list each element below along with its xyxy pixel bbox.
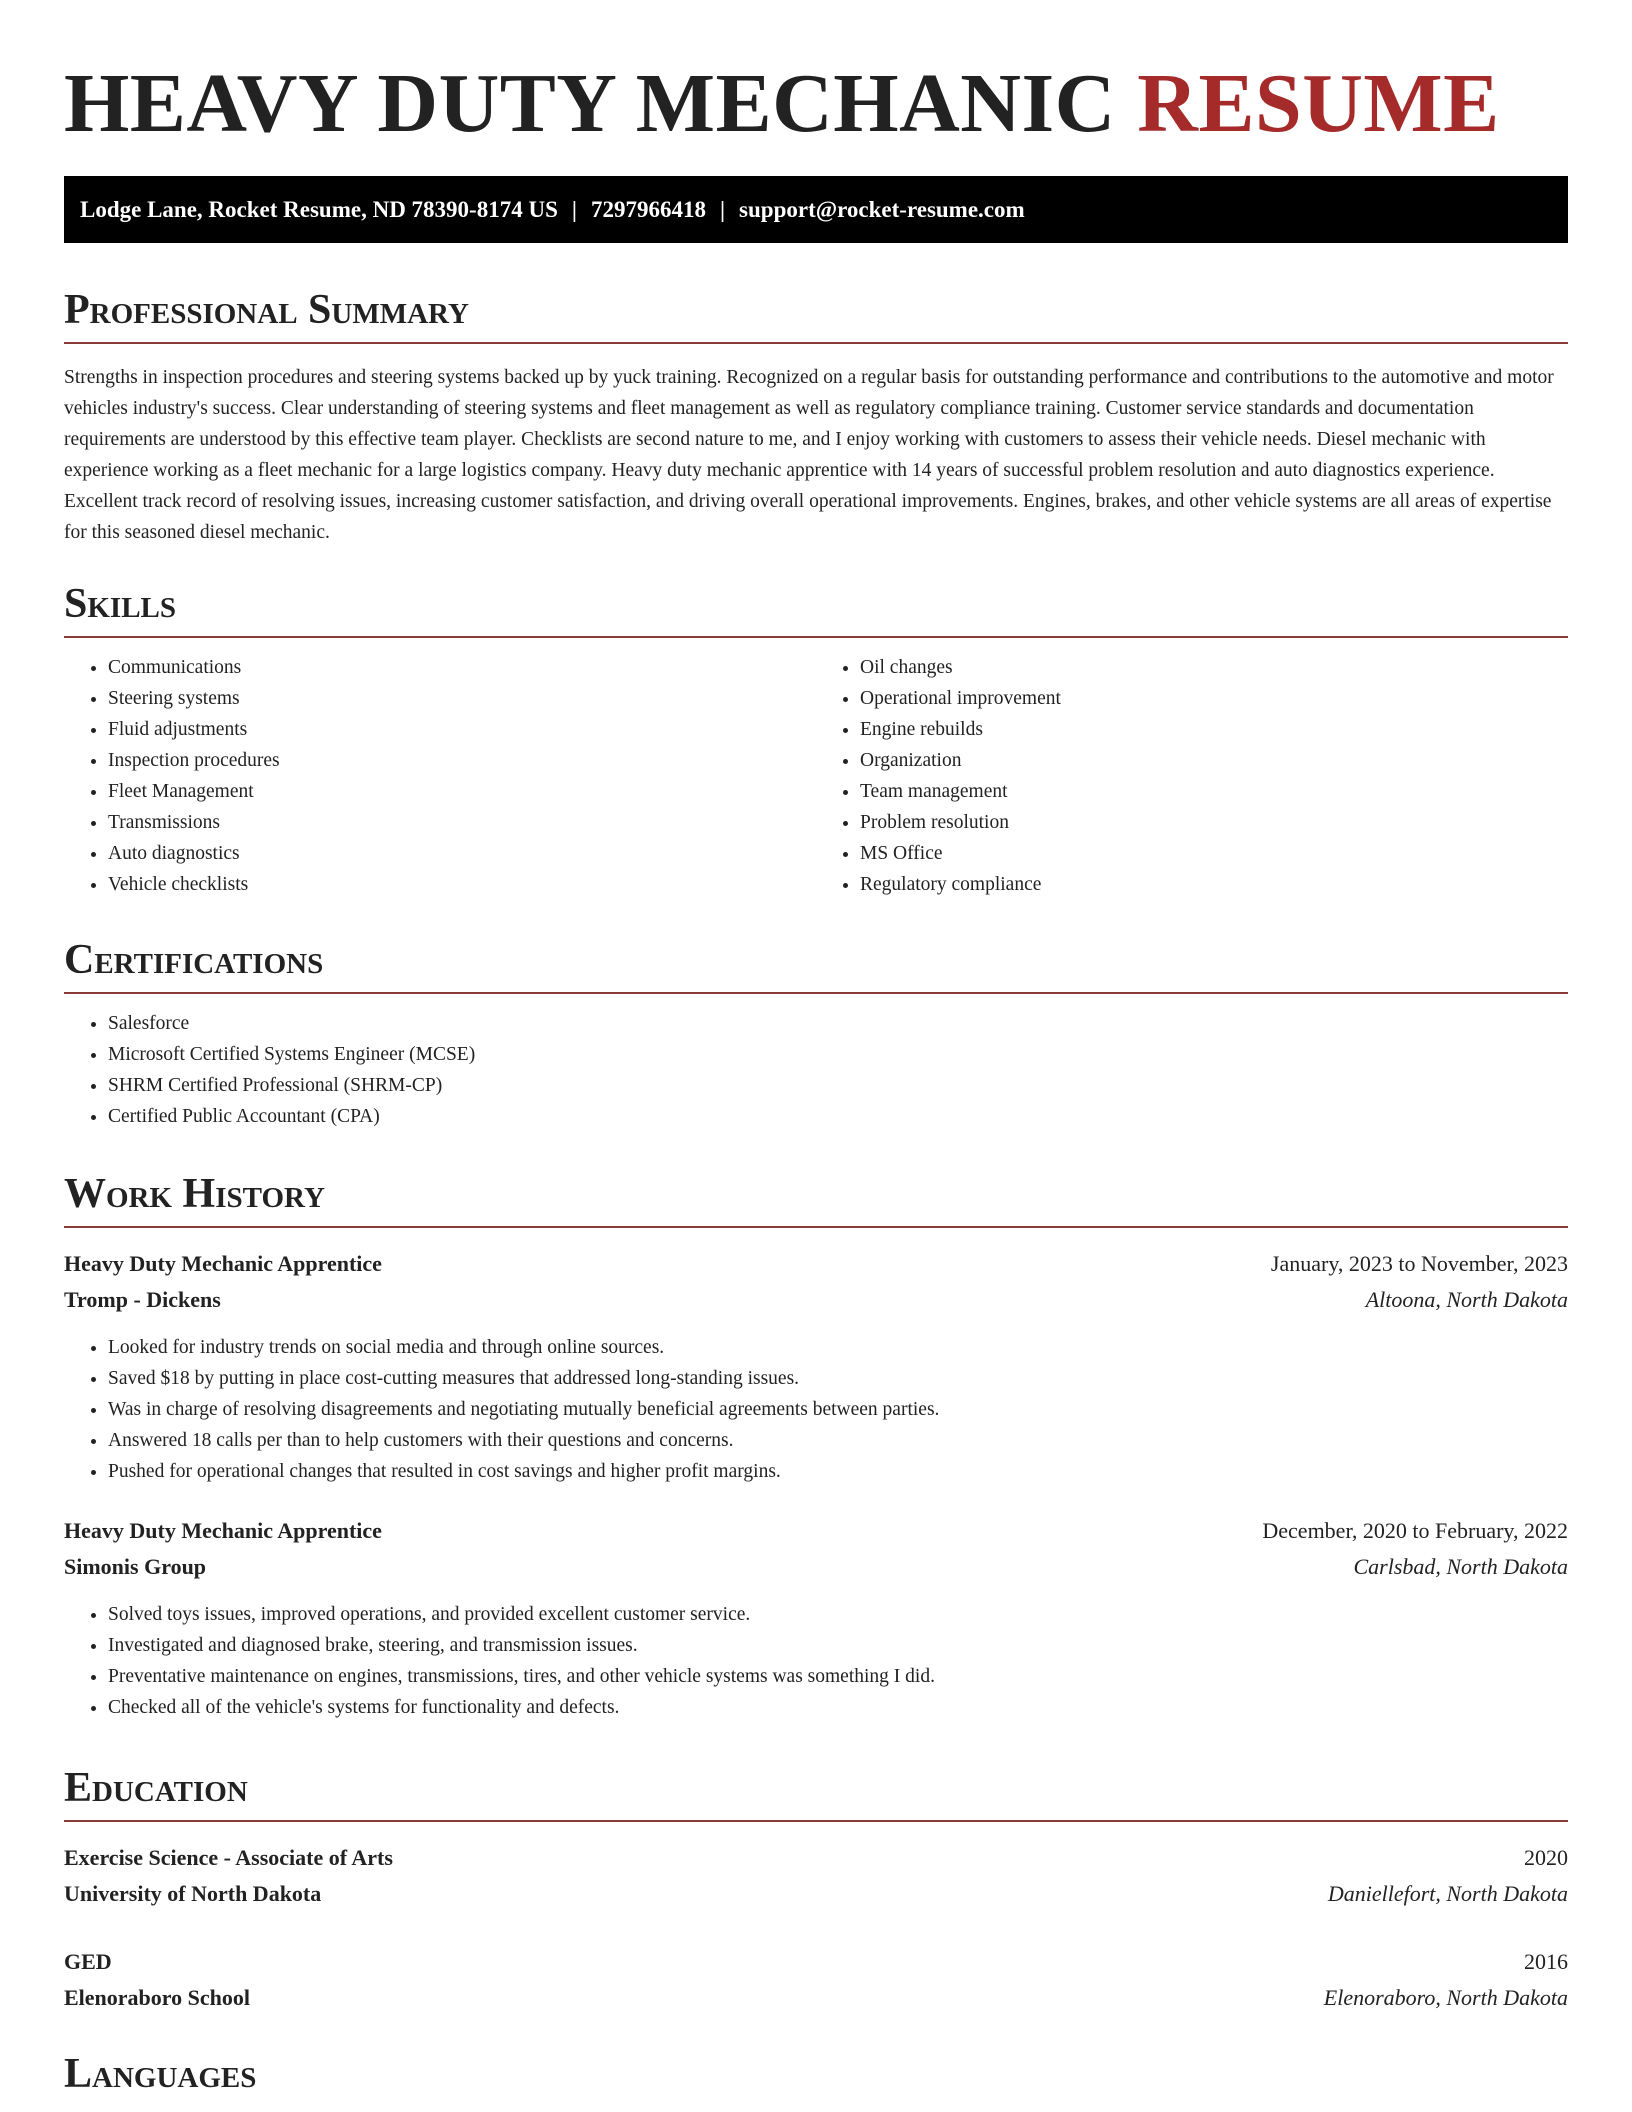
skill-item: • Organization [860,745,1568,776]
skills-list-right [816,652,1568,900]
job-company: Tromp - Dickens [64,1287,221,1312]
skills-section [64,580,1568,900]
job-bullets [64,1599,1568,1723]
title-accent: RESUME [1137,57,1500,150]
education-degree: GED [64,1949,112,1974]
education-location: Daniellefort, North Dakota [1327,1881,1568,1906]
skills-list-left [64,652,816,900]
skill-item: • Steering systems [108,683,816,714]
job-bullet: • Looked for industry trends on social media and through online sources. [108,1332,1568,1363]
education-section [64,1764,1568,2016]
languages-section [64,2050,1568,2106]
summary-text: Strengths in inspection procedures and steering systems backed up by yuck training. Recognized on a regular basis for outstanding performance and contributions to the automotive and motor vehicles industry's success. Clear understanding of steering systems and fleet management as well as regulatory compliance training. Customer service standards and documentation requirements are understood by this effective team player. Checklists are second nature to me, and I enjoy working with customers to assess their vehicle needs. Diesel mechanic with experience working as a fleet mechanic for a large logistics company. Heavy duty mechanic apprentice with 14 years of successful problem resolution and auto diagnostics experience. Excellent track record of resolving issues, increasing customer satisfaction, and driving overall operational improvements. Engines, brakes, and other vehicle systems are all areas of expertise for this seasoned diesel mechanic. [64,367,1554,543]
job-bullet: • Preventative maintenance on engines, transmissions, tires, and other vehicle systems was something I did. [108,1661,1568,1692]
skill-item: • Regulatory compliance [860,869,1568,900]
job-bullet: • Investigated and diagnosed brake, steering, and transmission issues. [108,1630,1568,1661]
summary-heading: Professional Summary [64,286,1568,344]
skill-item: • Team management [860,776,1568,807]
skill-item: • Auto diagnostics [108,838,816,869]
job-location: Altoona, North Dakota [1365,1287,1568,1312]
contact-email[interactable]: support@rocket-resume.com [739,196,1025,222]
job-location: Carlsbad, North Dakota [1353,1554,1568,1579]
job-title: Heavy Duty Mechanic Apprentice [64,1251,382,1276]
education-school: University of North Dakota [64,1881,322,1906]
skill-item: • Engine rebuilds [860,714,1568,745]
job-dates: January, 2023 to November, 2023 [1270,1251,1568,1276]
languages-heading: Languages [64,2051,257,2097]
certification-item: • SHRM Certified Professional (SHRM-CP) [108,1070,1568,1101]
contact-separator: | [719,196,726,222]
job-bullet: • Solved toys issues, improved operations, and provided excellent customer service. [108,1599,1568,1630]
resume-title [64,0,1568,176]
job-title: Heavy Duty Mechanic Apprentice [64,1518,382,1543]
skill-item: • Transmissions [108,807,816,838]
job-bullet: • Answered 18 calls per than to help customers with their questions and concerns. [108,1425,1568,1456]
summary-section [64,286,1568,548]
title-main: HEAVY DUTY MECHANIC [64,57,1116,150]
job-bullet: • Pushed for operational changes that resulted in cost savings and higher profit margins. [108,1456,1568,1487]
job-company: Simonis Group [64,1554,207,1579]
skills-columns [64,638,1568,900]
job-bullet: • Was in charge of resolving disagreements and negotiating mutually beneficial agreements between parties. [108,1394,1568,1425]
job-entry [64,1246,1568,1487]
education-degree: Exercise Science - Associate of Arts [64,1845,393,1870]
job-dates: December, 2020 to February, 2022 [1262,1518,1568,1543]
education-entry [64,1840,1568,1912]
skill-item: • Fluid adjustments [108,714,816,745]
skill-item: • Problem resolution [860,807,1568,838]
certification-item: • Microsoft Certified Systems Engineer (MCSE) [108,1039,1568,1070]
job-bullets [64,1332,1568,1487]
skill-item: • Vehicle checklists [108,869,816,900]
work-history-section [64,1170,1568,1723]
education-school: Elenoraboro School [64,1985,251,2010]
certification-item: • Certified Public Accountant (CPA) [108,1101,1568,1132]
education-year: 2016 [1524,1949,1568,1974]
skills-heading: Skills [64,580,1568,638]
contact-phone[interactable]: 7297966418 [590,196,706,222]
contact-bar [64,176,1568,243]
skill-item: • Operational improvement [860,683,1568,714]
education-location: Elenoraboro, North Dakota [1323,1985,1568,2010]
work-history-heading: Work History [64,1170,1568,1228]
skill-item: • Communications [108,652,816,683]
certifications-list [64,1008,1568,1132]
skill-item: • Fleet Management [108,776,816,807]
skill-item: • MS Office [860,838,1568,869]
certifications-section [64,936,1568,1132]
education-year: 2020 [1524,1845,1568,1870]
contact-separator: | [571,196,577,222]
skill-item: • Inspection procedures [108,745,816,776]
certifications-heading: Certifications [64,936,1568,994]
education-entry [64,1944,1568,2016]
job-bullet: • Saved $18 by putting in place cost-cutting measures that addressed long-standing issues. [108,1363,1568,1394]
job-entry [64,1513,1568,1723]
certification-item: • Salesforce [108,1008,1568,1039]
education-heading: Education [64,1764,1568,1822]
job-bullet: • Checked all of the vehicle's systems for functionality and defects. [108,1692,1568,1723]
contact-address: Lodge Lane, Rocket Resume, ND 78390-8174 US [80,196,558,222]
skill-item: • Oil changes [860,652,1568,683]
